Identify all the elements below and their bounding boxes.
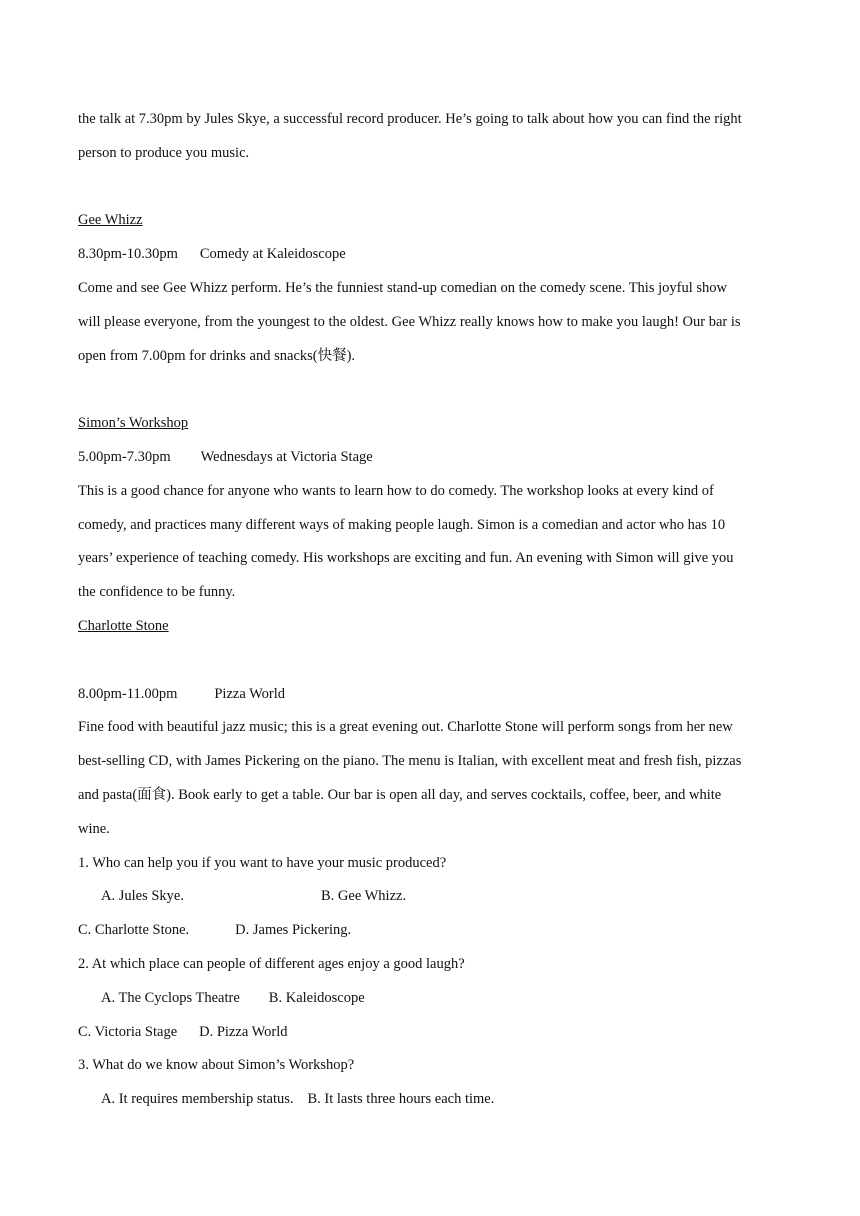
event-schedule: [78, 441, 778, 475]
options-row: [78, 1083, 778, 1117]
intro-line: the talk at 7.30pm by Jules Skye, a successful record producer. He’s going to talk about how you can find the right: [78, 111, 742, 127]
paragraph-line: the confidence to be funny.: [78, 584, 236, 601]
option-c: C. Charlotte Stone.: [78, 922, 190, 939]
blank-line: [78, 644, 778, 678]
option-b: B. Kaleidoscope: [268, 989, 365, 1006]
event-time: 5.00pm-7.30pm: [78, 448, 171, 465]
document-page: [78, 103, 778, 1117]
option-d: D. James Pickering.: [235, 922, 352, 939]
question-stem: 2. At which place can people of different ages enjoy a good laugh?: [78, 955, 465, 972]
blank-line: [78, 171, 778, 205]
options-row: [78, 982, 778, 1016]
options-row: [78, 880, 778, 914]
intro-line: person to produce you music.: [78, 144, 250, 161]
paragraph-line: open from 7.00pm for drinks and snacks(快餐).: [78, 347, 356, 364]
paragraph-line: and pasta(面食). Book early to get a table. Our bar is open all day, and serves cocktails, coffee, beer, and white: [78, 786, 722, 803]
event-schedule: [78, 678, 778, 712]
option-a: A. The Cyclops Theatre: [101, 989, 240, 1006]
event-venue: Pizza World: [214, 685, 286, 702]
option-b: B. It lasts three hours each time.: [307, 1091, 495, 1108]
section-title-gee-whizz: Gee Whizz: [78, 212, 143, 229]
paragraph-line: Fine food with beautiful jazz music; this is a great evening out. Charlotte Stone will perform songs from her new: [78, 719, 733, 736]
paragraph-line: best-selling CD, with James Pickering on the piano. The menu is Italian, with excellent meat and fresh fish, pizzas: [78, 753, 742, 770]
options-row: [78, 1016, 778, 1050]
event-time: 8.00pm-11.00pm: [78, 685, 178, 702]
event-venue: Wednesdays at Victoria Stage: [200, 448, 373, 465]
option-c: C. Victoria Stage: [78, 1023, 178, 1040]
paragraph-line: comedy, and practices many different ways of making people laugh. Simon is a comedian and actor who has 10: [78, 516, 726, 533]
options-row: [78, 914, 778, 948]
event-venue: Comedy at Kaleidoscope: [199, 246, 346, 263]
option-b: B. Gee Whizz.: [320, 888, 407, 905]
option-a: A. Jules Skye.: [101, 888, 184, 905]
option-a: A. It requires membership status.: [101, 1091, 294, 1108]
paragraph-line: years’ experience of teaching comedy. His workshops are exciting and fun. An evening with Simon will give you: [78, 550, 734, 567]
option-d: D. Pizza World: [199, 1023, 288, 1040]
event-schedule: [78, 238, 778, 272]
section-title-simon: Simon’s Workshop: [78, 415, 189, 432]
event-time: 8.30pm-10.30pm: [78, 246, 178, 263]
section-title-charlotte: Charlotte Stone: [78, 617, 169, 634]
paragraph-line: will please everyone, from the youngest to the oldest. Gee Whizz really knows how to make you laugh! Our bar is: [78, 313, 741, 330]
question-stem: 1. Who can help you if you want to have your music produced?: [78, 854, 447, 871]
blank-line: [78, 373, 778, 407]
paragraph-line: wine.: [78, 820, 110, 837]
paragraph-line: This is a good chance for anyone who wants to learn how to do comedy. The workshop looks at every kind of: [78, 482, 714, 499]
question-stem: 3. What do we know about Simon’s Workshop?: [78, 1057, 355, 1074]
paragraph-line: Come and see Gee Whizz perform. He’s the funniest stand-up comedian on the comedy scene. This joyful show: [78, 279, 727, 296]
